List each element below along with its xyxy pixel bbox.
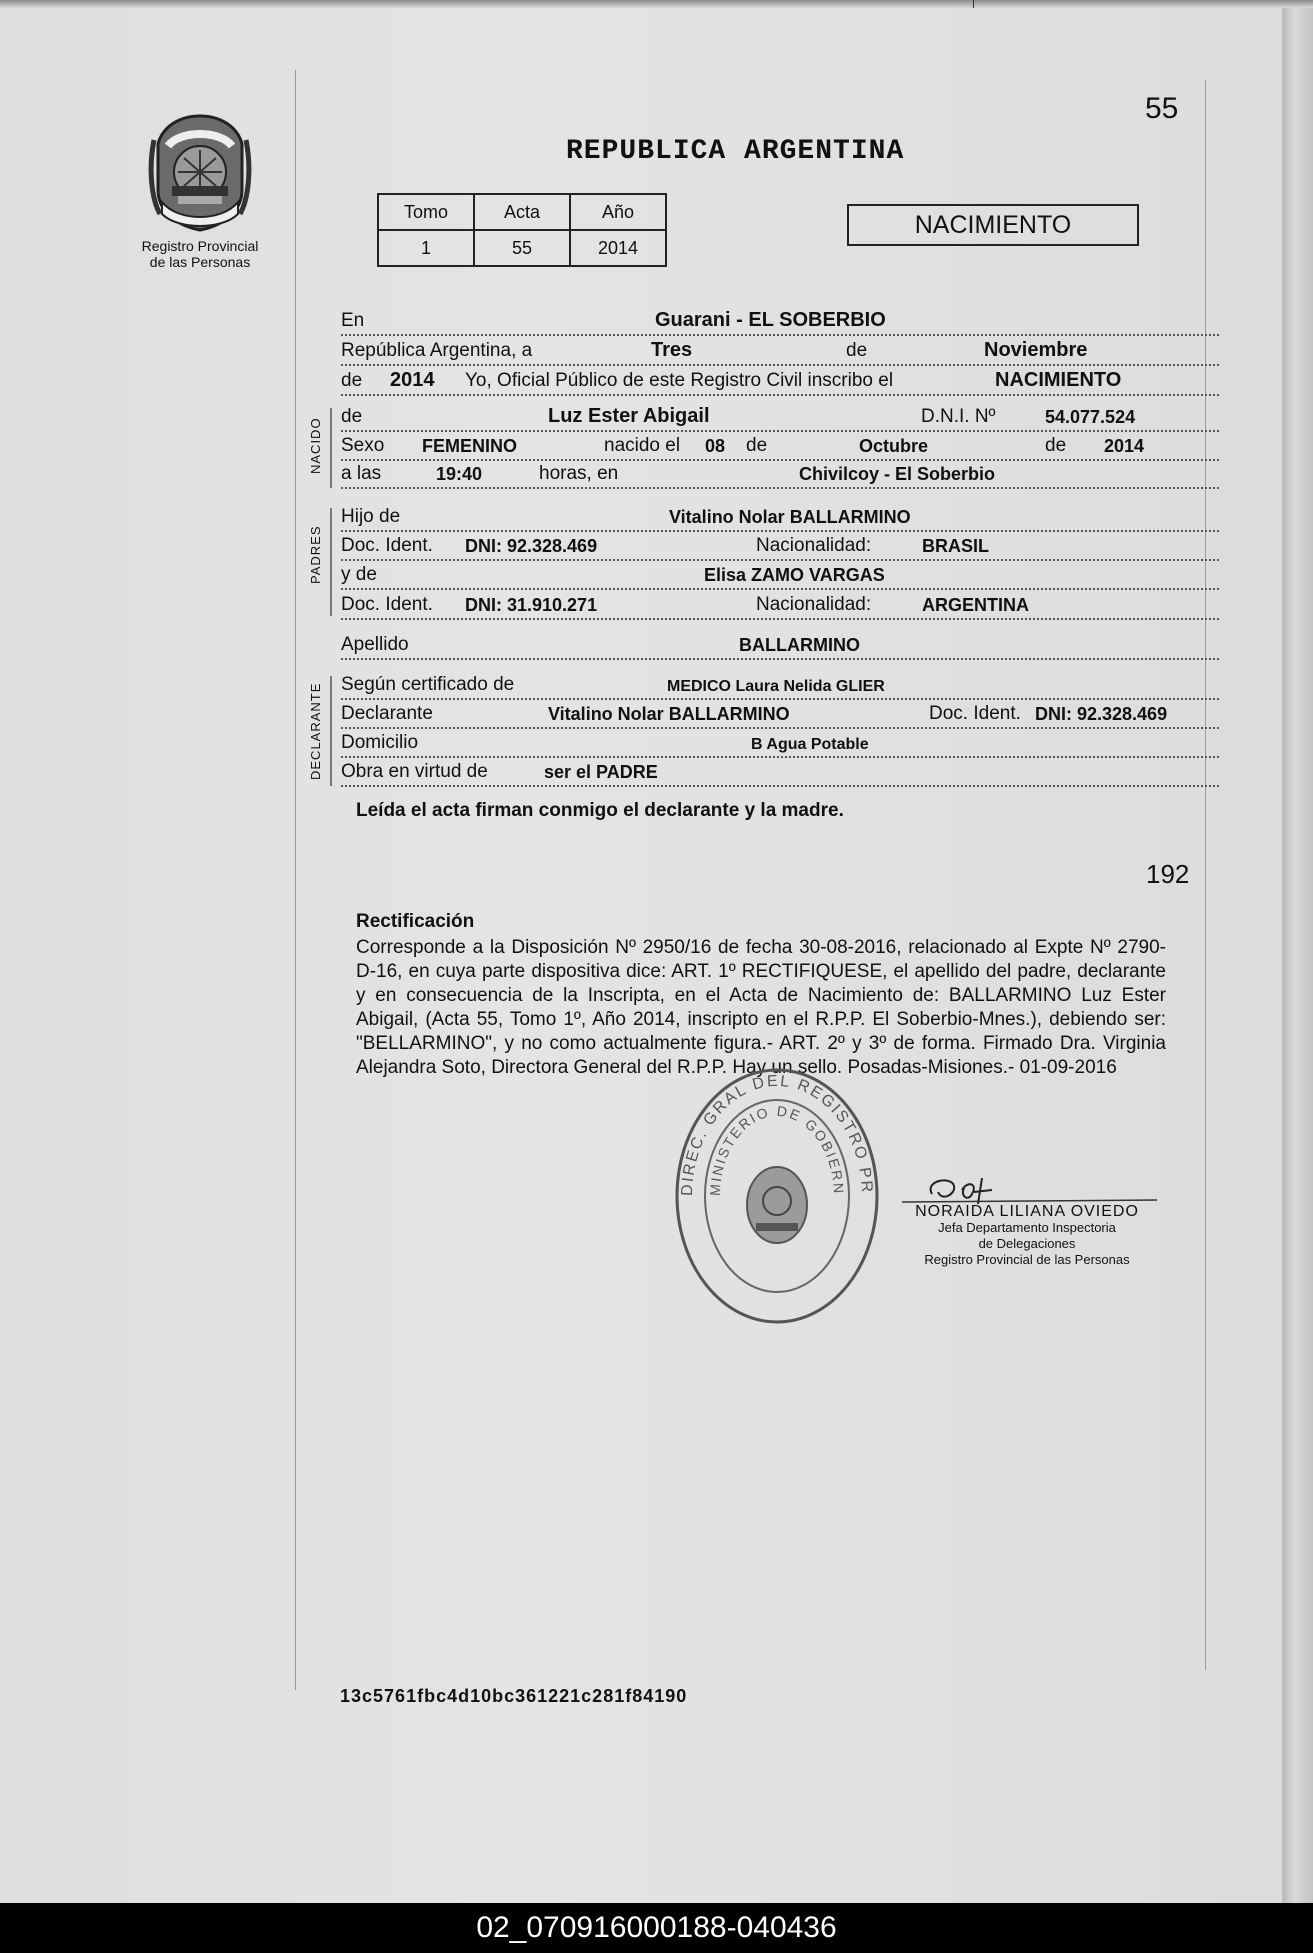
row-doc-padre (341, 533, 1219, 561)
apellido-label: Apellido (341, 634, 409, 655)
row-declarante (341, 701, 1219, 729)
doc1-value: DNI: 92.328.469 (465, 536, 598, 556)
hora-label: a las (341, 463, 382, 484)
yde-label: y de (341, 564, 377, 585)
de-label: de (846, 340, 868, 361)
official-seal-stamp (672, 1065, 882, 1327)
row-madre (341, 562, 1219, 590)
row-hijo (341, 504, 1219, 532)
dia-nac-value: 08 (705, 436, 726, 456)
dia-value: Tres (651, 339, 693, 361)
misiones-emblem-icon (148, 110, 252, 234)
row-domicilio (341, 730, 1219, 758)
anio-nac-value: 2014 (1104, 436, 1145, 456)
obra-value: ser el PADRE (544, 762, 658, 782)
inscribo-value: NACIMIENTO (995, 369, 1122, 391)
dni-value: 54.077.524 (1045, 407, 1136, 427)
doc2-label: Doc. Ident. (341, 594, 433, 615)
left-margin-line (295, 70, 296, 1690)
row-fecha-acta (341, 338, 1219, 366)
closing-statement: Leída el acta firman conmigo el declarante y la madre. (356, 800, 844, 821)
de2-label: de (341, 370, 363, 391)
signer-title-line1: Jefa Departamento Inspectoria (938, 1220, 1116, 1235)
row-en (341, 308, 1219, 336)
de5-label: de (1045, 435, 1067, 456)
row-inscribo (341, 368, 1219, 396)
declarante-value: Vitalino Nolar BALLARMINO (548, 704, 790, 724)
section-declarante: DECLARANTE (308, 682, 323, 780)
nombre-value: Luz Ester Abigail (548, 405, 710, 427)
apellido-value: BALLARMINO (739, 635, 860, 655)
nacido-brace (330, 408, 332, 488)
filename-text: 02_070916000188-040436 (476, 1911, 837, 1944)
row-obra (341, 759, 1219, 787)
nac1-value: BRASIL (922, 536, 989, 556)
document-hash: 13c5761fbc4d10bc361221c281f84190 (340, 1686, 688, 1706)
country-title: REPUBLICA ARGENTINA (566, 136, 905, 167)
signer-title-line3: Registro Provincial de las Personas (924, 1252, 1130, 1267)
nac1-label: Nacionalidad: (756, 535, 872, 556)
mes-value: Noviembre (984, 339, 1088, 361)
page-edge (1282, 0, 1313, 1903)
rectification-title: Rectificación (356, 911, 475, 932)
register-table (377, 193, 667, 267)
domicilio-value: B Agua Potable (751, 736, 869, 753)
section-padres: PADRES (308, 525, 323, 584)
obra-label: Obra en virtud de (341, 761, 488, 782)
row-doc-madre (341, 592, 1219, 620)
rectification-text: Corresponde a la Disposición Nº 2950/16 de fecha 30-08-2016, relacionado al Expte Nº 2790-D-16, en cuya parte dispositiva dice: ART. 1º RECTIFIQUESE, el apellido del padre, declarante y en consecuencia de la Inscripta, en el Acta de Nacimiento de: BALLARMINO Luz Ester Abigail, (Acta 55, Tomo 1º, Año 2014, inscripto en el R.P.P. El Soberbio-Mnes.), debiendo ser: "BELLARMINO", y no como actualmente figura.- ART. 2º y 3º de forma. Firmado Dra. Virginia Alejandra Soto, Directora General del R.P.P. Hay un sello. Posadas-Misiones.- 01-09-2016 (356, 937, 1166, 1078)
filename-bar (0, 1903, 1313, 1953)
doc3-value: DNI: 92.328.469 (1035, 704, 1168, 724)
anio-header: Año (570, 194, 666, 230)
domicilio-label: Domicilio (341, 732, 419, 753)
en-value: Guarani - EL SOBERBIO (655, 309, 886, 331)
anio-value: 2014 (570, 230, 666, 266)
row-hora (341, 461, 1219, 489)
secondary-number: 192 (1146, 859, 1190, 889)
cert-label: Según certificado de (341, 674, 515, 695)
cert-value: MEDICO Laura Nelida GLIER (667, 678, 885, 695)
signer-title-line2: de Delegaciones (978, 1236, 1076, 1251)
tomo-header: Tomo (378, 194, 474, 230)
signature-block (912, 1172, 1142, 1268)
seal-icon (672, 1065, 882, 1327)
acta-value: 55 (474, 230, 570, 266)
padre-value: Vitalino Nolar BALLARMINO (669, 507, 911, 527)
sexo-label: Sexo (341, 435, 385, 456)
logo-caption-line1: Registro Provincial (141, 238, 259, 254)
declarante-brace (330, 676, 332, 786)
rectification-note (356, 910, 1166, 1080)
oficial-text: Yo, Oficial Público de este Registro Civil inscribo el (465, 370, 894, 391)
mes-nac-value: Octubre (859, 436, 929, 456)
row-certificado (341, 672, 1219, 700)
row-sexo (341, 433, 1219, 461)
de3-label: de (341, 406, 363, 427)
seal-inner-text: MINISTERIO DE GOBIERN (706, 1102, 848, 1197)
padres-brace (330, 508, 332, 616)
doc3-label: Doc. Ident. (929, 703, 1021, 724)
en-label: En (341, 310, 365, 331)
registry-logo (140, 110, 260, 270)
section-nacido: NACIDO (308, 417, 323, 474)
anio-acta-value: 2014 (390, 369, 435, 391)
seal-outer-text: DIREC. GRAL DEL REGISTRO PR (678, 1072, 876, 1197)
logo-caption-line2: de las Personas (149, 254, 251, 270)
logo-caption (120, 238, 280, 270)
nac2-label: Nacionalidad: (756, 594, 872, 615)
register-header-row (378, 194, 666, 230)
sexo-value: FEMENINO (422, 436, 518, 456)
signer-name: NORAIDA LILIANA OVIEDO (915, 1203, 1139, 1220)
republica-label: República Argentina, a (341, 340, 533, 361)
horas-label: horas, en (539, 463, 619, 484)
row-apellido (341, 632, 1219, 660)
nac2-value: ARGENTINA (922, 595, 1029, 615)
tomo-value: 1 (378, 230, 474, 266)
top-center-tick (973, 0, 974, 8)
acta-header: Acta (474, 194, 570, 230)
page-number: 55 (1145, 92, 1179, 125)
de4-label: de (746, 435, 768, 456)
declarante-label: Declarante (341, 703, 433, 724)
doc2-value: DNI: 31.910.271 (465, 595, 598, 615)
hora-value: 19:40 (436, 464, 483, 484)
top-shadow (0, 0, 1313, 8)
lugar-value: Chivilcoy - El Soberbio (799, 464, 996, 484)
document-type-box: NACIMIENTO (847, 204, 1139, 246)
nacido-label: nacido el (604, 435, 681, 456)
doc1-label: Doc. Ident. (341, 535, 433, 556)
madre-value: Elisa ZAMO VARGAS (704, 565, 885, 585)
row-nombre (341, 404, 1219, 432)
hijo-label: Hijo de (341, 506, 401, 527)
register-value-row (378, 230, 666, 266)
dni-label: D.N.I. Nº (921, 406, 996, 427)
